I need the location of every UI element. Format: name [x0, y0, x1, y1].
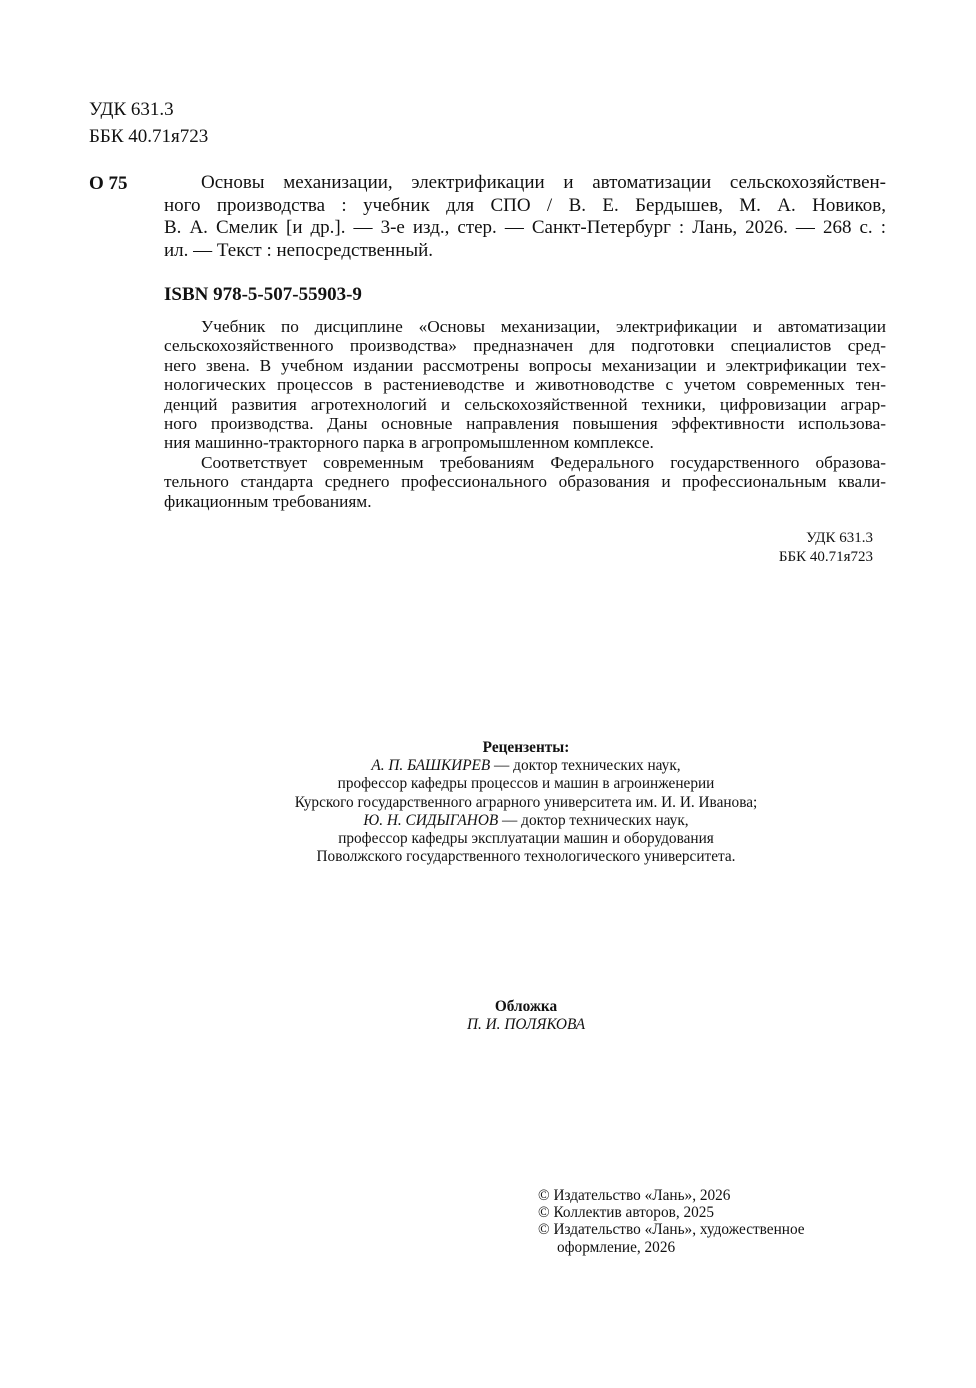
reviewers-block: [188, 739, 864, 866]
annotation-line: нологических процессов в растениеводстве и животноводстве с учетом современных тен-: [164, 375, 886, 395]
biblio-line: В. А. Смелик [и др.]. — 3-е изд., стер. — Санкт-Петербург : Лань, 2026. — 268 с. :: [164, 217, 886, 239]
cover-heading: Обложка: [494, 998, 558, 1015]
biblio-line: ил. — Текст : непосредственный.: [164, 240, 434, 262]
annotation-line: ния машинно-тракторного парка в агропромышленном комплексе.: [164, 433, 654, 453]
annotation: [164, 317, 886, 511]
copyright-block: [538, 1187, 898, 1256]
cover-designer-name: П. И. ПОЛЯКОВА: [466, 1016, 586, 1034]
reviewer-2: [188, 812, 864, 830]
reviewer-1-affiliation: Курского государственного аграрного университета им. И. И. Иванова;: [294, 793, 758, 811]
udk-code: УДК 631.3: [89, 99, 174, 120]
annotation-line: Соответствует современным требованиям Федерального государственного образова-: [201, 452, 886, 472]
reviewer-1-name: А. П. БАШКИРЕВ: [371, 757, 491, 775]
reviewer-1-position: профессор кафедры процессов и машин в агроинженерии: [337, 775, 715, 793]
reviewer-2-name: Ю. Н. СИДЫГАНОВ: [363, 811, 499, 829]
classification-codes-top: [89, 96, 208, 150]
reviewer-2-position: профессор кафедры эксплуатации машин и оборудования: [338, 830, 714, 848]
copyright-design: © Издательство «Лань», художественное: [538, 1221, 805, 1239]
classification-codes-bottom: [673, 529, 873, 567]
annotation-line: фикационным требованиям.: [164, 491, 372, 511]
author-sign: О 75: [89, 173, 128, 194]
annotation-line: денций развития агротехнологий и сельскохозяйственной техники, цифровизации аграр-: [164, 394, 886, 414]
copyright-design-cont: оформление, 2026: [557, 1238, 676, 1256]
annotation-line: тельного стандарта среднего профессионального образования и профессиональным квали-: [164, 472, 886, 492]
copyright-publisher: © Издательство «Лань», 2026: [538, 1187, 731, 1204]
reviewer-2-degree: — доктор технических наук,: [498, 811, 689, 829]
bbk-code: ББК 40.71я723: [89, 126, 209, 147]
reviewers-heading: Рецензенты:: [482, 739, 570, 756]
annotation-line: сельскохозяйственного производства» предназначен для подготовки специалистов сред-: [164, 336, 886, 356]
reviewer-1-degree: — доктор технических наук,: [490, 757, 681, 775]
annotation-line: ного производства. Даны основные направления повышения эффективности использова-: [164, 414, 886, 434]
copyright-authors: © Коллектив авторов, 2025: [538, 1204, 715, 1222]
udk-code: УДК 631.3: [806, 530, 873, 546]
biblio-line: Основы механизации, электрификации и автоматизации сельскохозяйствен-: [201, 172, 886, 193]
reviewer-2-affiliation: Поволжского государственного технологического университета.: [316, 848, 736, 866]
annotation-line: него звена. В учебном издании рассмотрены вопросы механизации и электрификации тех-: [164, 355, 886, 375]
biblio-line: ного производства : учебник для СПО / В. Е. Бердышев, М. А. Новиков,: [164, 194, 886, 216]
cover-credit: [188, 998, 864, 1034]
annotation-line: Учебник по дисциплине «Основы механизации, электрификации и автоматизации: [201, 317, 886, 336]
reviewer-1: [188, 757, 864, 775]
isbn: ISBN 978-5-507-55903-9: [164, 284, 362, 305]
bibliographic-description: [164, 172, 886, 263]
bbk-code: ББК 40.71я723: [778, 549, 873, 565]
